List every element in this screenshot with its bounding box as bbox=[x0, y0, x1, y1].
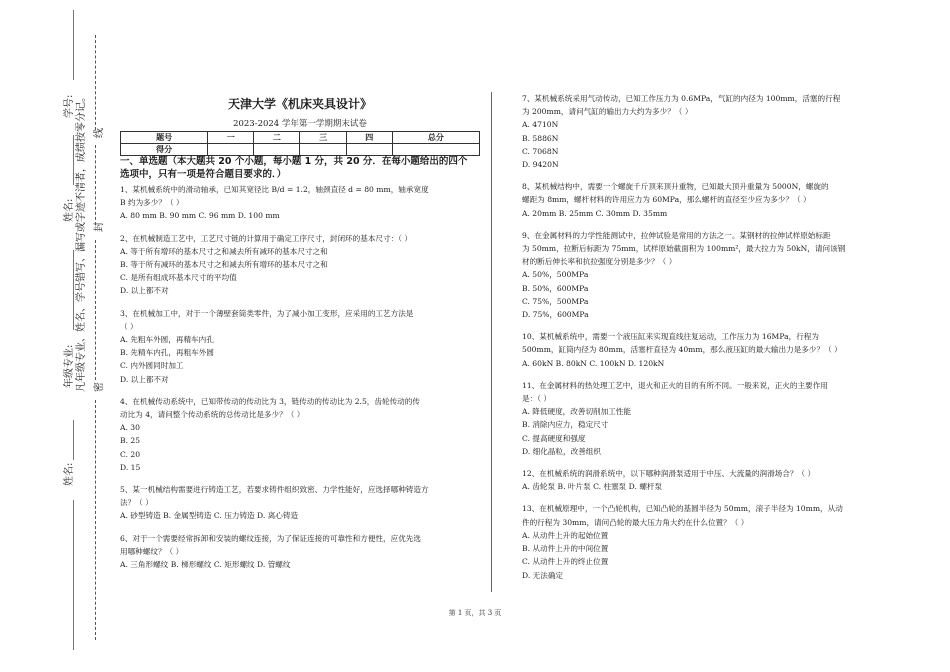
question-item bbox=[522, 379, 862, 458]
question-list bbox=[522, 92, 862, 582]
question-stem: 7、某机械系统采用气动传动，已知工作压力为 0.6MPa，气缸的内径为 100mm，活塞的行程 bbox=[522, 94, 841, 103]
question-stem: 1、某机械系统中的滑动轴承，已知其宽径比 B/d = 1.2，轴颈直径 d = 80 mm，轴承宽度 bbox=[120, 185, 429, 194]
question-item bbox=[120, 395, 478, 474]
question-stem: 为 50mm，拉断后标距为 75mm，试样原始截面积为 100mm²，最大拉力为 50kN，请问该钢 bbox=[522, 244, 846, 254]
question-stem: 2、在机械制造工艺中，工艺尺寸链的计算用于确定工序尺寸，封闭环的基本尺寸：（ ） bbox=[120, 233, 413, 243]
question-option: C. 是所有组成环基本尺寸的平均值 bbox=[120, 273, 237, 283]
question-stem: 为 200mm，请问气缸的输出力大约为多少？（ ） bbox=[522, 107, 693, 117]
question-stem: 螺距为 8mm，螺杆材料的许用应力为 60MPa，那么螺杆的直径至少应为多少？（ ） bbox=[522, 195, 811, 205]
score-cell: 得分 bbox=[121, 144, 208, 156]
question-option: C. 提高硬度和强度 bbox=[522, 433, 586, 443]
binding-dashed-line bbox=[95, 145, 96, 225]
exam-subtitle: 2023-2024 学年第一学期期末试卷 bbox=[233, 119, 367, 129]
question-option: D. 15 bbox=[120, 462, 141, 472]
question-item bbox=[522, 180, 862, 220]
score-cell: 总分 bbox=[392, 132, 479, 144]
seal-mark-xian: 线 bbox=[94, 128, 105, 138]
question-option: D. 无法确定 bbox=[522, 570, 564, 580]
question-option: A. 齿轮泵 B. 叶片泵 C. 柱塞泵 D. 螺杆泵 bbox=[522, 482, 663, 492]
question-item bbox=[120, 307, 478, 386]
question-option: A. 从动件上升的起始位置 bbox=[522, 530, 609, 540]
question-option: A. 三角形螺纹 B. 梯形螺纹 C. 矩形螺纹 D. 管螺纹 bbox=[120, 560, 291, 570]
question-option: A. 50%，500MPa bbox=[522, 270, 589, 280]
column-divider bbox=[491, 92, 492, 592]
question-stem: 是：（ ） bbox=[522, 394, 551, 404]
score-cell: 题号 bbox=[121, 132, 208, 144]
binding-dashed-line bbox=[95, 35, 96, 130]
name-label: 姓名: bbox=[64, 198, 75, 222]
question-option: D. 细化晶粒，改善组织 bbox=[522, 446, 601, 456]
question-stem: 6、对于一个需要经常拆卸和安装的螺纹连接，为了保证连接的可靠性和方便性，应优先选 bbox=[120, 533, 421, 543]
binding-solid-line bbox=[73, 500, 74, 650]
seal-mark-mi: 密 bbox=[94, 382, 105, 392]
score-cell: 四 bbox=[346, 132, 392, 144]
question-option: A. 30 bbox=[120, 423, 140, 433]
question-stem: 5、某一机械结构需要进行铸造工艺，若要求铸件组织致密、力学性能好，应选择哪种铸造方 bbox=[120, 485, 429, 495]
question-item bbox=[522, 467, 862, 493]
question-option: C. 20 bbox=[120, 449, 141, 459]
question-item bbox=[522, 502, 862, 581]
question-item bbox=[522, 229, 862, 321]
score-blank-cell[interactable] bbox=[254, 144, 300, 156]
question-option: D. 75%，600MPa bbox=[522, 310, 589, 320]
question-option: C. 75%，500MPa bbox=[522, 296, 589, 306]
question-option: B. 5886N bbox=[522, 133, 559, 143]
question-item bbox=[120, 232, 478, 298]
score-table bbox=[120, 131, 480, 156]
major-label: 年级专业: bbox=[64, 344, 75, 388]
question-option: A. 先粗车外圆，再精车内孔 bbox=[120, 335, 214, 345]
question-option: D. 以上都不对 bbox=[120, 374, 169, 384]
question-option: A. 60kN B. 80kN C. 100kN D. 120kN bbox=[522, 358, 665, 368]
question-stem: B 约为多少？（ ） bbox=[120, 198, 184, 208]
question-stem: 13、在机械原理中，一个凸轮机构，已知凸轮的基圆半径为 50mm，滚子半径为 10mm，从动 bbox=[522, 504, 843, 514]
question-option: B. 50%，600MPa bbox=[522, 283, 589, 293]
question-item bbox=[522, 92, 862, 171]
question-option: A. 80 mm B. 90 mm C. 96 mm D. 100 mm bbox=[120, 211, 280, 221]
question-option: A. 等于所有增环的基本尺寸之和减去所有减环的基本尺寸之和 bbox=[120, 246, 328, 256]
question-option: A. 4710N bbox=[522, 120, 559, 130]
question-stem: 8、某机械结构中，需要一个螺旋千斤顶来顶升重物，已知最大顶升重量为 5000N，螺旋的 bbox=[522, 182, 829, 192]
question-option: C. 从动件上升的终止位置 bbox=[522, 557, 609, 567]
question-stem: 用哪种螺纹？（ ） bbox=[120, 546, 184, 556]
question-stem: 9、在金属材料的力学性能测试中，拉伸试验是常用的方法之一。某钢材的拉伸试样原始标距 bbox=[522, 230, 831, 240]
left-column bbox=[120, 155, 478, 580]
binding-notice: 凡年级专业、姓名、学号错写、漏写或字迹不清者，成绩按零分记。 bbox=[76, 92, 87, 392]
section-heading bbox=[120, 155, 478, 181]
question-stem: 件的行程为 30mm，请问凸轮的最大压力角大约在什么位置？（ ） bbox=[522, 517, 749, 527]
question-stem: 11、在金属材料的热处理工艺中，退火和正火的目的有所不同。一般来说，正火的主要作用 bbox=[522, 380, 828, 390]
question-item bbox=[120, 183, 478, 223]
score-cell: 二 bbox=[254, 132, 300, 144]
score-table-header-row bbox=[121, 132, 480, 144]
question-item bbox=[522, 330, 862, 370]
score-cell: 三 bbox=[300, 132, 346, 144]
question-item bbox=[120, 532, 478, 572]
binding-strip bbox=[0, 0, 110, 672]
question-option: A. 降低硬度，改善切削加工性能 bbox=[522, 407, 632, 417]
score-table-score-row bbox=[121, 144, 480, 156]
right-column bbox=[522, 92, 862, 591]
question-stem: 3、在机械加工中，对于一个薄壁套筒类零件，为了减小加工变形，应采用的工艺方法是 bbox=[120, 308, 414, 318]
question-stem: 12、在机械系统的润滑系统中，以下哪种润滑泵适用于中压、大流量的润滑场合？（ ） bbox=[522, 469, 816, 479]
question-option: B. 25 bbox=[120, 436, 141, 446]
question-stem: 4、在机械传动系统中，已知带传动的传动比为 3，链传动的传动比为 2.5，齿轮传动的传 bbox=[120, 396, 420, 406]
seal-mark-feng: 封 bbox=[94, 222, 105, 232]
binding-dashed-line bbox=[95, 400, 96, 640]
question-option: C. 内外圆同时加工 bbox=[120, 361, 184, 371]
score-blank-cell[interactable] bbox=[392, 144, 479, 156]
page-footer: 第 1 页，共 3 页 bbox=[448, 609, 502, 617]
question-option: B. 消除内应力，稳定尺寸 bbox=[522, 420, 609, 430]
question-option: D. 以上都不对 bbox=[120, 286, 169, 296]
question-option: B. 从动件上升的中间位置 bbox=[522, 544, 609, 554]
question-item bbox=[120, 483, 478, 523]
section-heading-line: 一、单选题（本大题共 20 个小题，每小题 1 分，共 20 分．在每小题给出的四个 bbox=[120, 156, 468, 167]
score-blank-cell[interactable] bbox=[300, 144, 346, 156]
question-stem: （ ） bbox=[120, 321, 138, 331]
question-option: B. 先精车内孔，再粗车外圆 bbox=[120, 348, 214, 358]
score-blank-cell[interactable] bbox=[346, 144, 392, 156]
question-option: A. 20mm B. 25mm C. 30mm D. 35mm bbox=[522, 208, 668, 218]
question-stem: 10、某机械系统中，需要一个液压缸来实现直线往复运动，工作压力为 16MPa，行程为 bbox=[522, 332, 819, 342]
question-list bbox=[120, 183, 478, 571]
score-cell: 一 bbox=[208, 132, 254, 144]
score-blank-cell[interactable] bbox=[208, 144, 254, 156]
question-option: A. 砂型铸造 B. 金属型铸造 C. 压力铸造 D. 离心铸造 bbox=[120, 511, 299, 521]
school-label: 姓名: bbox=[64, 462, 75, 486]
question-stem: 材的断后伸长率和抗拉强度分别是多少？（ ） bbox=[522, 257, 677, 267]
section-heading-line: 选项中，只有一项是符合题目要求的．） bbox=[120, 169, 287, 180]
question-stem: 法？（ ） bbox=[120, 498, 153, 508]
binding-solid-line bbox=[73, 10, 74, 80]
question-stem: 500mm，缸筒内径为 80mm，活塞杆直径为 40mm，那么液压缸的最大输出力是多少？（ ） bbox=[522, 345, 842, 355]
exam-title: 天津大学《机床夹具设计》 bbox=[227, 97, 372, 111]
exam-no-label: 学号: bbox=[64, 94, 75, 118]
question-stem: 动比为 4，请问整个传动系统的总传动比是多少？（ ） bbox=[120, 410, 305, 420]
binding-solid-line bbox=[73, 420, 74, 460]
binding-dashed-line bbox=[95, 240, 96, 380]
question-option: C. 7068N bbox=[522, 146, 559, 156]
question-option: D. 9420N bbox=[522, 160, 559, 170]
question-option: B. 等于所有减环的基本尺寸之和减去所有增环的基本尺寸之和 bbox=[120, 260, 328, 270]
